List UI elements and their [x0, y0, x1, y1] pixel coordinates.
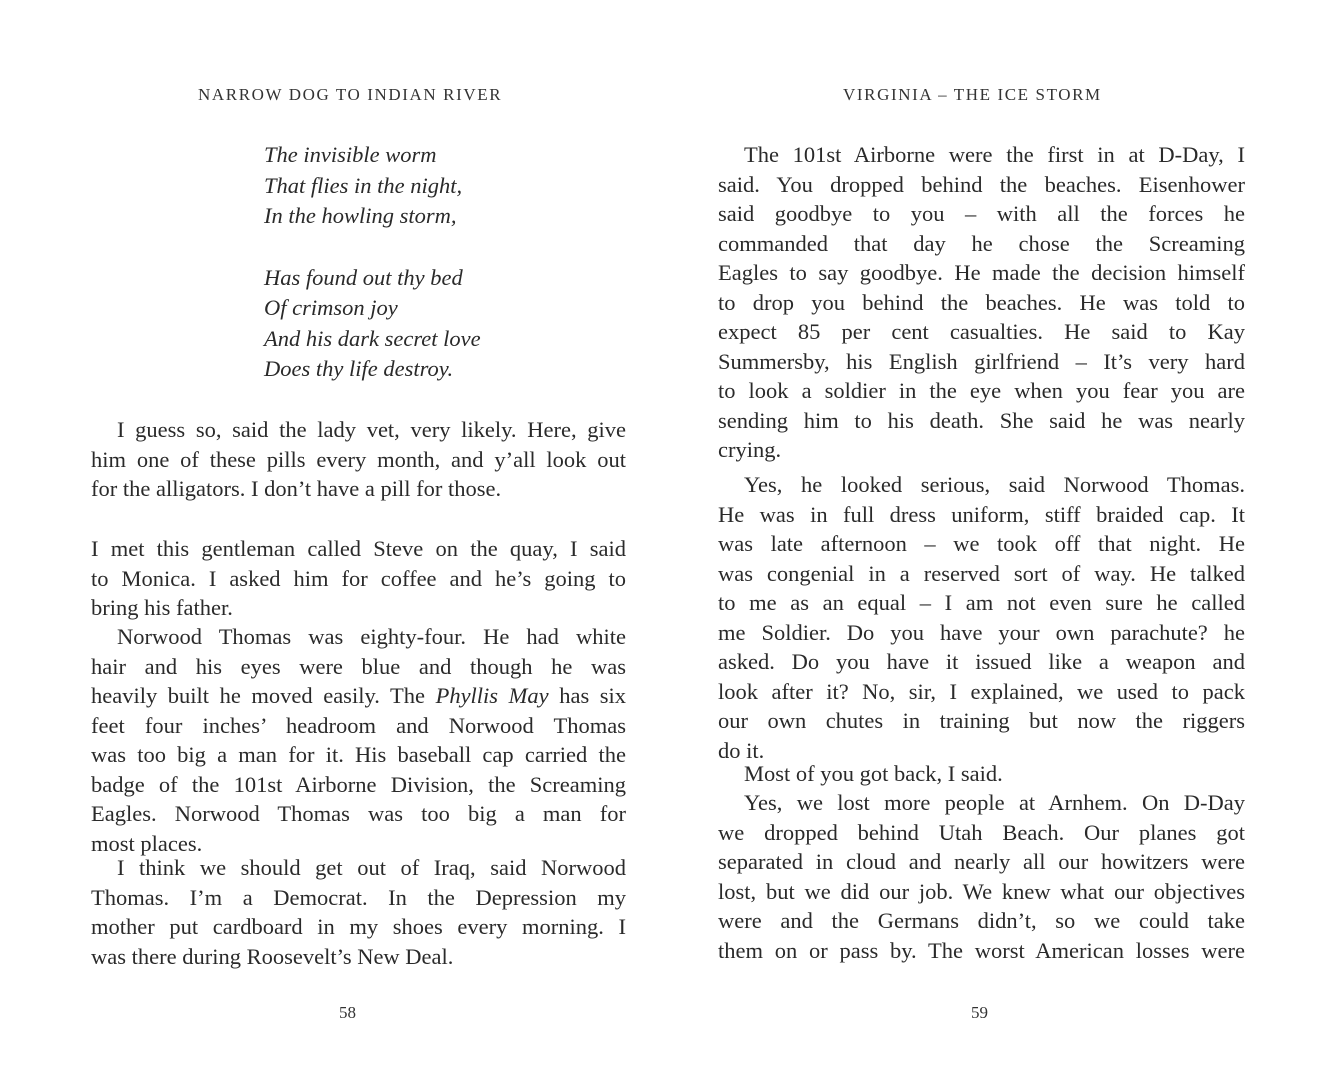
paragraph [91, 534, 626, 623]
text-line: Thomas. I’m a Democrat. In the Depression my [91, 884, 626, 910]
poem-stanza [264, 140, 481, 232]
page-number: 59 [971, 1003, 988, 1022]
text-line: to me as an equal – I am not even sure he called [718, 590, 1245, 615]
text-line: I guess so, said the lady vet, very likely. Here, give [117, 417, 626, 442]
text-line: to drop you behind the beaches. He was told to [718, 289, 1245, 315]
poem-line: Has found out thy bed [264, 264, 463, 290]
text-line: Most of you got back, I said. [744, 761, 1003, 786]
right-page [666, 0, 1332, 1080]
text-line: asked. Do you have it issued like a weapon and [718, 649, 1245, 674]
text-line: for the alligators. I don’t have a pill for those. [91, 476, 502, 501]
text-line: to Monica. I asked him for coffee and he’s going to [91, 565, 626, 591]
paragraph [91, 853, 626, 971]
text-line: our own chutes in training but now the riggers [718, 708, 1245, 733]
text-line: commanded that day he chose the Screaming [718, 230, 1245, 256]
text-line: was congenial in a reserved sort of way. He talked [718, 560, 1245, 586]
text-line: do it. [718, 737, 765, 763]
poem-line: Does thy life destroy. [264, 356, 454, 381]
text-segment: has six [559, 683, 627, 708]
paragraph [718, 788, 1245, 965]
text-line: was late afternoon – we took off that night. He [718, 531, 1245, 556]
text-line: sending him to his death. She said he was nearly [718, 407, 1245, 433]
poem-stanza [264, 263, 481, 385]
poem-line: The invisible worm [264, 142, 437, 167]
text-line: crying. [718, 437, 782, 462]
text-line: was there during Roosevelt’s New Deal. [91, 943, 454, 969]
text-line: said goodbye to you – with all the forces he [718, 201, 1245, 226]
text-line: expect 85 per cent casualties. He said to Kay [718, 319, 1245, 344]
text-line: said. You dropped behind the beaches. Eisenhower [718, 171, 1245, 197]
text-line: him one of these pills every month, and y’all look out [91, 446, 626, 472]
text-line: I think we should get out of Iraq, said Norwood [117, 855, 626, 880]
paragraph [718, 470, 1245, 765]
text-segment: heavily built he moved easily. The [91, 683, 425, 708]
page-number: 58 [339, 1003, 356, 1022]
text-line: feet four inches’ headroom and Norwood Thomas [91, 712, 626, 738]
text-line: badge of the 101st Airborne Division, the Screaming [91, 771, 626, 797]
text-line: He was in full dress uniform, stiff braided cap. It [718, 501, 1245, 527]
running-head: VIRGINIA – THE ICE STORM [843, 85, 1102, 104]
text-line: Yes, we lost more people at Arnhem. On D-Day [744, 790, 1245, 815]
text-line: most places. [91, 830, 203, 856]
poem-line: That flies in the night, [264, 172, 463, 198]
text-line: look after it? No, sir, I explained, we used to pack [718, 678, 1245, 704]
text-line: me Soldier. Do you have your own parachute? he [718, 619, 1245, 645]
poem-line: Of crimson joy [264, 295, 398, 320]
text-line: we dropped behind Utah Beach. Our planes got [718, 819, 1245, 845]
running-head: NARROW DOG TO INDIAN RIVER [198, 85, 503, 104]
text-line: was too big a man for it. His baseball cap carried the [91, 742, 626, 767]
paragraph [91, 415, 626, 504]
text-line: The 101st Airborne were the first in at D-Day, I [744, 142, 1245, 167]
text-line: them on or pass by. The worst American losses were [718, 937, 1245, 963]
text-line: hair and his eyes were blue and though he was [91, 653, 626, 679]
text-line: Eagles to say goodbye. He made the decision himself [718, 260, 1245, 285]
paragraph [718, 140, 1245, 465]
paragraph [718, 759, 1245, 789]
text-line [91, 681, 626, 711]
text-line: were and the Germans didn’t, so we could take [718, 908, 1245, 933]
text-line: bring his father. [91, 595, 233, 620]
poem-epigraph [264, 140, 481, 385]
boat-name: Phyllis May [435, 683, 549, 708]
text-line: lost, but we did our job. We knew what our objectives [718, 878, 1245, 904]
text-line: I met this gentleman called Steve on the quay, I said [91, 536, 626, 561]
paragraph [91, 622, 626, 858]
text-line: Norwood Thomas was eighty-four. He had white [117, 624, 626, 649]
poem-line: In the howling storm, [264, 203, 457, 228]
poem-line: And his dark secret love [264, 325, 481, 351]
text-line: separated in cloud and nearly all our howitzers were [718, 849, 1245, 874]
text-line: Yes, he looked serious, said Norwood Thomas. [744, 472, 1245, 497]
text-line: to look a soldier in the eye when you fear you are [718, 378, 1245, 403]
text-line: mother put cardboard in my shoes every morning. I [91, 914, 626, 939]
text-line: Eagles. Norwood Thomas was too big a man for [91, 801, 626, 826]
text-line: Summersby, his English girlfriend – It’s very hard [718, 348, 1245, 374]
